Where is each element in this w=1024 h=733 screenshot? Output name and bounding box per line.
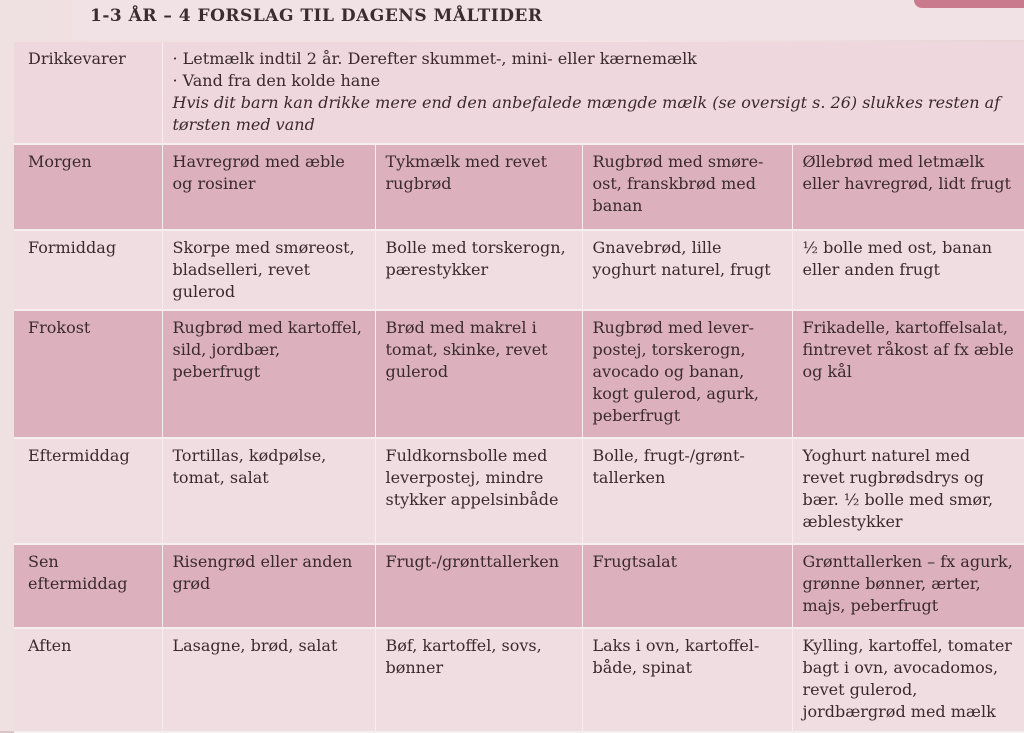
- row-label: Aften: [14, 628, 162, 732]
- table-cell: Yoghurt naturel med revet rugbrødsdrys og bær. ½ bolle med smør, æblestykker: [792, 438, 1024, 544]
- table-cell: ½ bolle med ost, banan eller anden frugt: [792, 230, 1024, 310]
- table-cell: Brød med makrel i tomat, skinke, revet gulerod: [375, 310, 582, 438]
- decorative-accent: [914, 0, 1024, 8]
- table-row-sen-eftermiddag: [14, 544, 1024, 628]
- row-label: Formiddag: [14, 230, 162, 310]
- table-row-drinks: [14, 42, 1024, 144]
- table-row-formiddag: [14, 230, 1024, 310]
- drinks-bullet: · Letmælk indtil 2 år. Derefter skummet-, mini- eller kærnemælk: [173, 48, 1017, 70]
- table-cell: Grønttallerken – fx agurk, grønne bønner, ærter, majs, peberfrugt: [792, 544, 1024, 628]
- row-label: Sen eftermiddag: [14, 544, 162, 628]
- page-title: 1-3 ÅR – 4 FORSLAG TIL DAGENS MÅLTIDER: [90, 6, 543, 26]
- row-label: Frokost: [14, 310, 162, 438]
- row-label: Morgen: [14, 144, 162, 230]
- table-row-morgen: [14, 144, 1024, 230]
- table-cell: Gnavebrød, lille yoghurt naturel, frugt: [582, 230, 792, 310]
- table-cell: Bøf, kartoffel, sovs, bønner: [375, 628, 582, 732]
- drinks-bullet: · Vand fra den kolde hane: [173, 70, 1017, 92]
- table-cell: Øllebrød med letmælk eller havregrød, lidt frugt: [792, 144, 1024, 230]
- table-cell: Laks i ovn, kartoffel-både, spinat: [582, 628, 792, 732]
- table-cell: Rugbrød med smøre-ost, franskbrød med banan: [582, 144, 792, 230]
- row-label: Eftermiddag: [14, 438, 162, 544]
- table-cell: Frugt-/grønttallerken: [375, 544, 582, 628]
- table-cell: Kylling, kartoffel, tomater bagt i ovn, avocadomos, revet gulerod, jordbærgrød med mælk: [792, 628, 1024, 732]
- table-row-frokost: [14, 310, 1024, 438]
- table-cell: Bolle, frugt-/grønt-tallerken: [582, 438, 792, 544]
- table-cell: Bolle med torskerogn, pærestykker: [375, 230, 582, 310]
- row-label-drinks: Drikkevarer: [14, 42, 162, 144]
- table-cell: Havregrød med æble og rosiner: [162, 144, 375, 230]
- table-cell: Tykmælk med revet rugbrød: [375, 144, 582, 230]
- table-cell: Lasagne, brød, salat: [162, 628, 375, 732]
- drinks-note: Hvis dit barn kan drikke mere end den anbefalede mængde mælk (se oversigt s. 26) slukkes resten af tørsten med vand: [172, 93, 1001, 134]
- table-row-eftermiddag: [14, 438, 1024, 544]
- table-cell: Rugbrød med kartoffel, sild, jordbær, peberfrugt: [162, 310, 375, 438]
- table-cell: Frikadelle, kartoffelsalat, fintrevet råkost af fx æble og kål: [792, 310, 1024, 438]
- table-cell: Risengrød eller anden grød: [162, 544, 375, 628]
- table-cell: Tortillas, kødpølse, tomat, salat: [162, 438, 375, 544]
- table-cell: Rugbrød med lever-postej, torskerogn, avocado og banan, kogt gulerod, agurk, peberfrugt: [582, 310, 792, 438]
- table-cell: Fuldkornsbolle med leverpostej, mindre stykker appelsinbåde: [375, 438, 582, 544]
- meal-plan-table: [14, 42, 1024, 733]
- table-cell: Frugtsalat: [582, 544, 792, 628]
- table-cell: Skorpe med smøreost, bladselleri, revet gulerod: [162, 230, 375, 310]
- table-row-aften: [14, 628, 1024, 732]
- drinks-cell: [162, 42, 1024, 144]
